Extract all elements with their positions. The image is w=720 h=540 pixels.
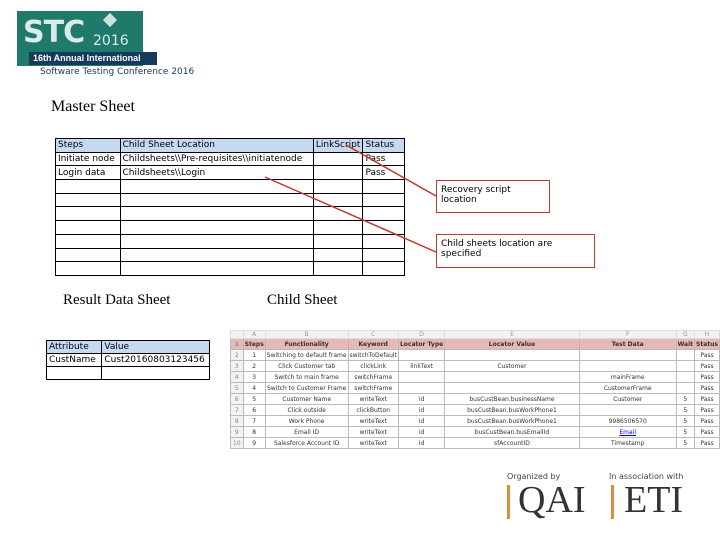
cell[interactable]: 1 xyxy=(243,350,265,361)
arrow-recovery xyxy=(346,145,436,196)
cell[interactable]: Status xyxy=(696,340,718,348)
cell[interactable]: H xyxy=(695,331,720,339)
cell[interactable]: 3 xyxy=(231,361,244,372)
result-data-table xyxy=(46,340,210,380)
cell[interactable]: 7 xyxy=(243,416,265,427)
cell[interactable]: id xyxy=(398,416,444,427)
cell[interactable]: Functionality xyxy=(265,339,348,350)
cell[interactable]: Pass xyxy=(695,383,720,394)
cell[interactable]: 5 xyxy=(676,427,694,438)
cell[interactable]: Email xyxy=(579,427,676,438)
cell[interactable] xyxy=(398,383,444,394)
cell[interactable]: 4 xyxy=(243,383,265,394)
logo-year: 2016 xyxy=(93,33,129,49)
table-row xyxy=(231,405,720,416)
child-sheet-table xyxy=(230,330,720,449)
cell[interactable]: writeText xyxy=(348,394,398,405)
conference-name: Software Testing Conference 2016 xyxy=(40,67,195,77)
cell[interactable] xyxy=(676,383,694,394)
cell[interactable]: Attribute xyxy=(47,341,102,354)
cell[interactable] xyxy=(445,383,580,394)
cell[interactable]: Email ID xyxy=(265,427,348,438)
cell[interactable]: C xyxy=(348,331,398,339)
cell[interactable]: 9 xyxy=(231,427,244,438)
callout-recovery: Recovery script location xyxy=(436,180,550,213)
cell[interactable]: clickButton xyxy=(348,405,398,416)
cell[interactable] xyxy=(676,350,694,361)
arrow-childsheets xyxy=(265,177,436,252)
cell[interactable]: id xyxy=(398,427,444,438)
cell[interactable]: Salesforce Account ID xyxy=(265,438,348,449)
cell[interactable]: 10 xyxy=(231,438,244,449)
cell[interactable]: Steps xyxy=(56,139,121,153)
cell[interactable]: busCustBean.busEmailId xyxy=(445,427,580,438)
cell[interactable] xyxy=(231,331,244,339)
cell[interactable]: CustomerFrame xyxy=(579,383,676,394)
cell[interactable]: Pass xyxy=(695,427,720,438)
association-label: In association with xyxy=(609,472,684,481)
cell[interactable]: Wait xyxy=(677,340,694,348)
cell[interactable]: 3 xyxy=(243,372,265,383)
cell[interactable]: 8 xyxy=(243,427,265,438)
cell[interactable]: B xyxy=(265,331,348,339)
cell[interactable] xyxy=(445,372,580,383)
cell[interactable]: id xyxy=(398,405,444,416)
cell[interactable]: sfAccountID xyxy=(445,438,580,449)
cell[interactable]: 7 xyxy=(231,405,244,416)
cell[interactable] xyxy=(676,372,694,383)
cell[interactable] xyxy=(398,350,444,361)
master-sheet-title: Master Sheet xyxy=(51,98,135,115)
cell[interactable]: 6 xyxy=(243,405,265,416)
table-row xyxy=(47,354,210,367)
cell[interactable]: 5 xyxy=(676,394,694,405)
cell[interactable]: A xyxy=(243,331,265,339)
cell[interactable]: Keyword xyxy=(348,339,398,350)
cell[interactable]: F xyxy=(579,331,676,339)
cell[interactable]: Locator Type xyxy=(399,340,444,348)
cell[interactable]: Test Data xyxy=(579,339,676,350)
cell[interactable]: Status xyxy=(363,139,405,153)
cell[interactable]: 5 xyxy=(243,394,265,405)
cell[interactable]: switchFrame xyxy=(348,383,398,394)
cell[interactable] xyxy=(47,367,102,380)
empty-row xyxy=(47,367,210,380)
table-row xyxy=(231,350,720,361)
cell[interactable]: busCustBean.businessName xyxy=(445,394,580,405)
cell[interactable]: Customer xyxy=(445,361,580,372)
cell[interactable]: Customer Name xyxy=(265,394,348,405)
cell[interactable]: E xyxy=(445,331,580,339)
child-sheet-title: Child Sheet xyxy=(267,292,338,308)
cell[interactable] xyxy=(676,361,694,372)
cell[interactable]: 9986506570 xyxy=(579,416,676,427)
cell[interactable]: Pass xyxy=(363,166,405,180)
cell[interactable]: Pass xyxy=(695,416,720,427)
cell[interactable]: id xyxy=(398,394,444,405)
cell[interactable]: 9 xyxy=(243,438,265,449)
cell[interactable]: switchFrame xyxy=(348,372,398,383)
cell[interactable] xyxy=(579,405,676,416)
cell[interactable]: LinkScript xyxy=(313,139,363,153)
cell[interactable]: Pass xyxy=(695,361,720,372)
cell[interactable] xyxy=(579,350,676,361)
table-row xyxy=(231,438,720,449)
cell[interactable]: id xyxy=(398,438,444,449)
cell[interactable]: Childsheets\\Login xyxy=(120,166,313,180)
cell[interactable]: 5 xyxy=(676,405,694,416)
cell[interactable]: 5 xyxy=(231,383,244,394)
cell[interactable]: Login data xyxy=(56,166,121,180)
qai-bar xyxy=(507,485,510,519)
cell[interactable]: busCustBean.busWorkPhone1 xyxy=(445,405,580,416)
cell[interactable]: Pass xyxy=(363,152,405,166)
cell[interactable]: clickLink xyxy=(348,361,398,372)
logo-band: 16th Annual International xyxy=(29,52,157,65)
cell[interactable]: Steps xyxy=(244,340,264,348)
cell[interactable]: Click outside xyxy=(265,405,348,416)
cell[interactable] xyxy=(445,350,580,361)
cell[interactable]: 8 xyxy=(231,416,244,427)
cell[interactable]: CustName xyxy=(47,354,102,367)
cell[interactable]: Pass xyxy=(695,394,720,405)
header-row xyxy=(47,341,210,354)
cell[interactable]: Pass xyxy=(695,372,720,383)
eti-bar xyxy=(611,485,614,519)
cell[interactable]: 6 xyxy=(231,394,244,405)
organized-by-label: Organized by xyxy=(507,472,561,481)
table-row xyxy=(231,427,720,438)
cell[interactable]: Switch to main frame xyxy=(265,372,348,383)
cell[interactable]: 2 xyxy=(231,350,244,361)
cell[interactable]: Timestamp xyxy=(579,438,676,449)
eti-logo: ETI xyxy=(624,479,684,521)
cell[interactable]: 1 xyxy=(231,339,244,350)
table-row xyxy=(231,383,720,394)
cell[interactable]: busCustBean.busWorkPhone1 xyxy=(445,416,580,427)
cell[interactable]: Childsheets\\Pre-requisites\\initiatenode xyxy=(120,152,313,166)
cell[interactable]: Work Phone xyxy=(265,416,348,427)
cell[interactable]: G xyxy=(676,331,694,339)
cell[interactable]: Child Sheet Location xyxy=(120,139,313,153)
cell[interactable]: Initiate node xyxy=(56,152,121,166)
cell[interactable]: writeText xyxy=(348,416,398,427)
cell[interactable]: Pass xyxy=(695,405,720,416)
cell[interactable]: Value xyxy=(102,341,210,354)
table-row xyxy=(231,394,720,405)
table-row xyxy=(231,361,720,372)
qai-logo: QAI xyxy=(518,479,586,521)
cell[interactable]: Cust20160803123456 xyxy=(102,354,210,367)
result-sheet-title: Result Data Sheet xyxy=(63,292,171,308)
cell[interactable]: linkText xyxy=(398,361,444,372)
cell[interactable] xyxy=(102,367,210,380)
cell[interactable]: D xyxy=(398,331,444,339)
header-row xyxy=(231,339,720,350)
cell[interactable]: Switch to Customer Frame xyxy=(266,384,347,392)
cell[interactable]: mainFrame xyxy=(579,372,676,383)
cell[interactable] xyxy=(398,372,444,383)
cell[interactable]: switchToDefault xyxy=(349,351,397,359)
cell[interactable]: Customer xyxy=(579,394,676,405)
cell[interactable]: Pass xyxy=(695,350,720,361)
cell[interactable]: writeText xyxy=(348,427,398,438)
cell[interactable]: Pass xyxy=(695,438,720,449)
cell[interactable]: writeText xyxy=(348,438,398,449)
logo-stc: STC xyxy=(23,15,85,50)
table-row xyxy=(231,372,720,383)
table-row xyxy=(231,416,720,427)
cell[interactable]: 5 xyxy=(676,416,694,427)
cell[interactable]: 4 xyxy=(231,372,244,383)
callout-childsheets: Child sheets location are specified xyxy=(436,234,595,268)
cell[interactable]: Switching to default frame xyxy=(266,351,347,359)
column-letters-row xyxy=(231,331,720,339)
cell[interactable]: 5 xyxy=(676,438,694,449)
cell[interactable] xyxy=(579,361,676,372)
cell[interactable]: Click Customer tab xyxy=(265,361,348,372)
cell[interactable]: Locator Value xyxy=(445,339,580,350)
cell[interactable]: 2 xyxy=(243,361,265,372)
